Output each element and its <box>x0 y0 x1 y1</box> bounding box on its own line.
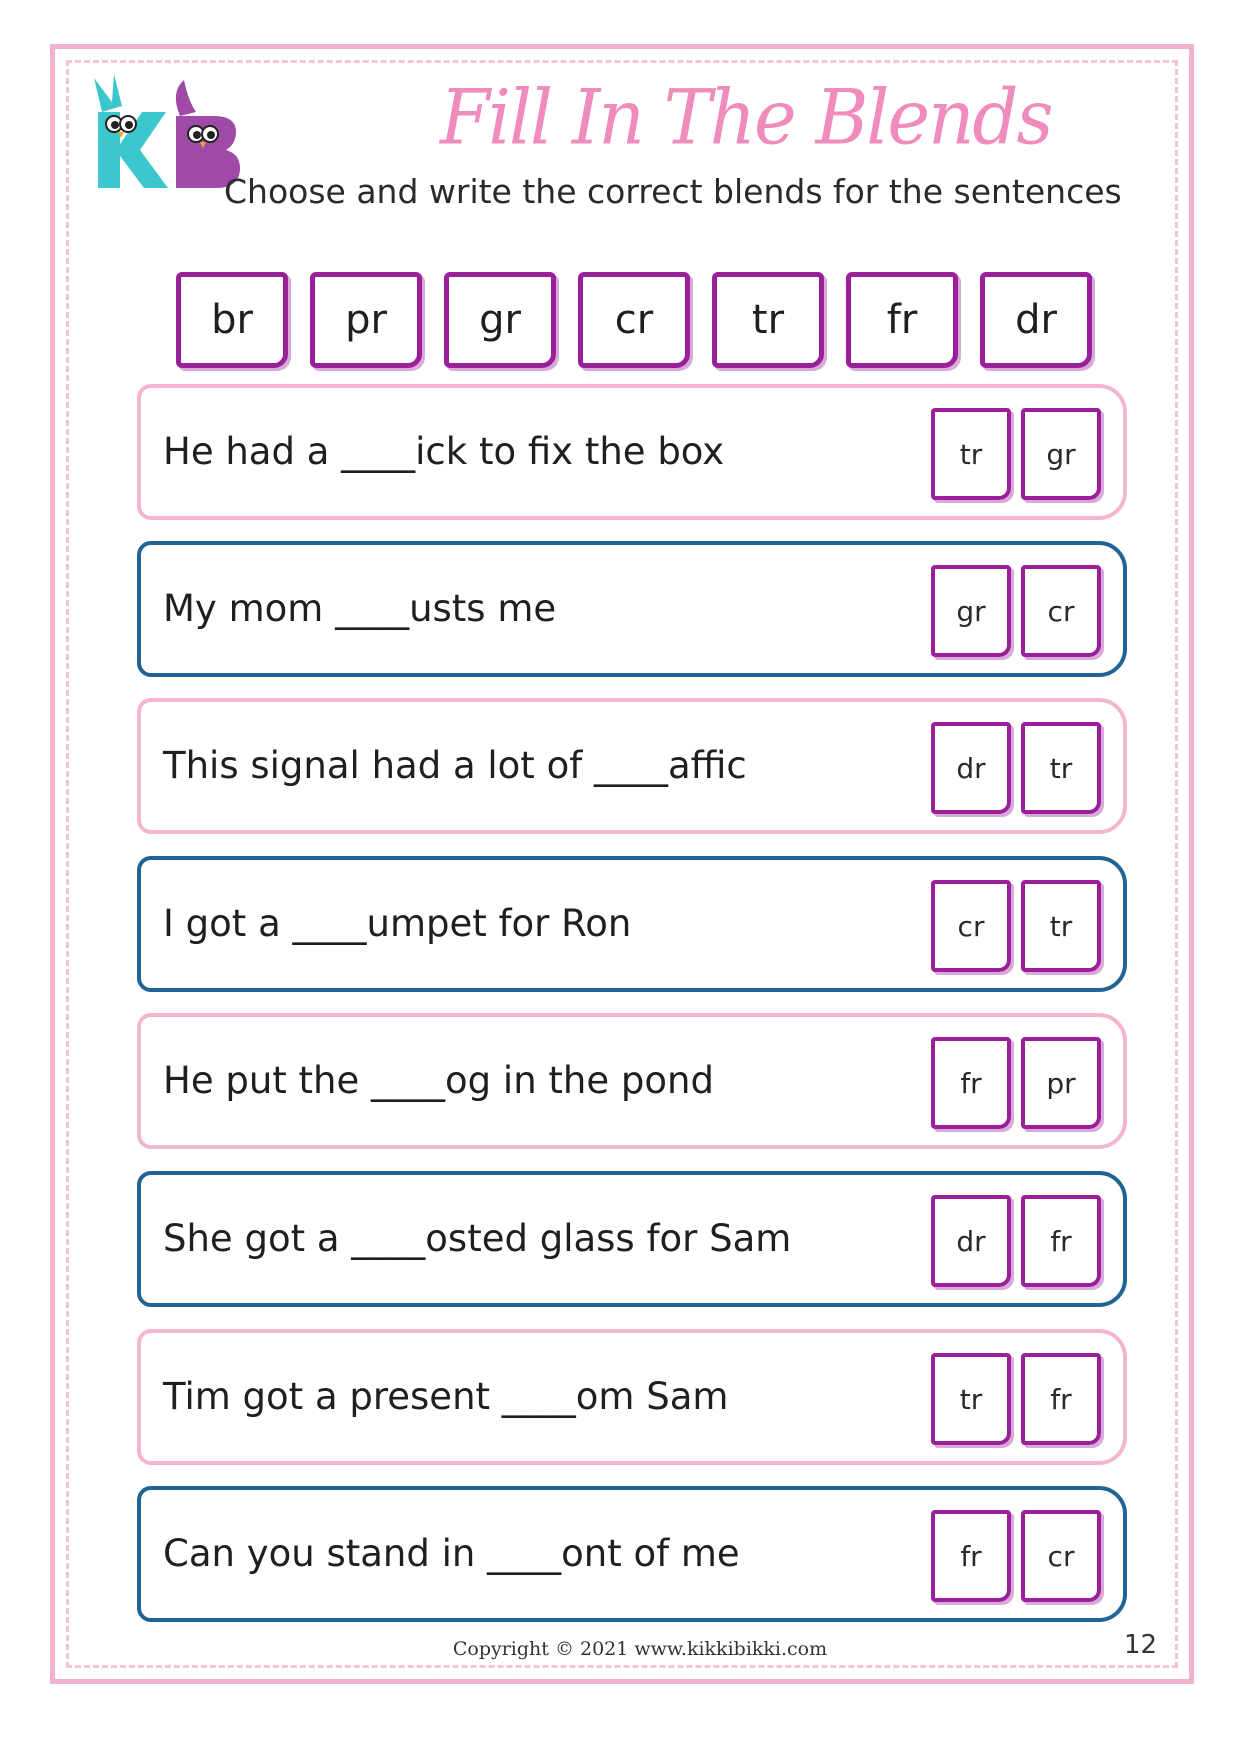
copyright-notice: Copyright © 2021 www.kikkibikki.com <box>452 1638 828 1660</box>
blend-choice-option[interactable]: cr <box>1021 1510 1101 1602</box>
blend-choices <box>931 880 1101 972</box>
sentence-row <box>137 698 1127 834</box>
worksheet-instructions: Choose and write the correct blends for the sentences <box>224 172 1122 211</box>
sentence-row <box>137 384 1127 520</box>
blend-choice-option[interactable]: fr <box>931 1510 1011 1602</box>
blend-choice-option[interactable]: tr <box>1021 880 1101 972</box>
word-bank-item: cr <box>578 272 690 368</box>
sentence-row <box>137 1329 1127 1465</box>
worksheet-title: Fill In The Blends <box>440 72 1052 162</box>
sentence-text: Can you stand in ____ont of me <box>163 1532 740 1575</box>
blend-choices <box>931 408 1101 500</box>
blend-choice-option[interactable]: pr <box>1021 1037 1101 1129</box>
word-bank-item: tr <box>712 272 824 368</box>
blend-choices <box>931 722 1101 814</box>
sentence-row <box>137 1013 1127 1149</box>
blend-choice-option[interactable]: fr <box>1021 1195 1101 1287</box>
page-number: 12 <box>1124 1630 1158 1660</box>
sentence-row <box>137 541 1127 677</box>
word-bank-item: gr <box>444 272 556 368</box>
sentence-row <box>137 1486 1127 1622</box>
blend-choice-option[interactable]: gr <box>931 565 1011 657</box>
blend-choices <box>931 1510 1101 1602</box>
sentence-text: Tim got a present ____om Sam <box>163 1375 729 1418</box>
blend-choice-option[interactable]: tr <box>931 1353 1011 1445</box>
sentence-row <box>137 856 1127 992</box>
sentence-text: She got a ____osted glass for Sam <box>163 1217 792 1260</box>
blend-word-bank <box>176 272 1116 372</box>
blend-choice-option[interactable]: tr <box>1021 722 1101 814</box>
sentence-text: My mom ____usts me <box>163 587 557 630</box>
blend-choices <box>931 1353 1101 1445</box>
blend-choices <box>931 1195 1101 1287</box>
blend-choices <box>931 565 1101 657</box>
sentence-text: He put the ____og in the pond <box>163 1059 714 1102</box>
word-bank-item: fr <box>846 272 958 368</box>
sentence-row <box>137 1171 1127 1307</box>
blend-choice-option[interactable]: fr <box>931 1037 1011 1129</box>
blend-choices <box>931 1037 1101 1129</box>
blend-choice-option[interactable]: cr <box>1021 565 1101 657</box>
word-bank-item: pr <box>310 272 422 368</box>
blend-choice-option[interactable]: cr <box>931 880 1011 972</box>
blend-choice-option[interactable]: gr <box>1021 408 1101 500</box>
blend-choice-option[interactable]: fr <box>1021 1353 1101 1445</box>
word-bank-item: dr <box>980 272 1092 368</box>
sentence-text: I got a ____umpet for Ron <box>163 902 632 945</box>
sentence-text: This signal had a lot of ____affic <box>163 744 747 787</box>
blend-choice-option[interactable]: dr <box>931 722 1011 814</box>
blend-choice-option[interactable]: tr <box>931 408 1011 500</box>
sentence-text: He had a ____ick to fix the box <box>163 430 725 473</box>
blend-choice-option[interactable]: dr <box>931 1195 1011 1287</box>
word-bank-item: br <box>176 272 288 368</box>
